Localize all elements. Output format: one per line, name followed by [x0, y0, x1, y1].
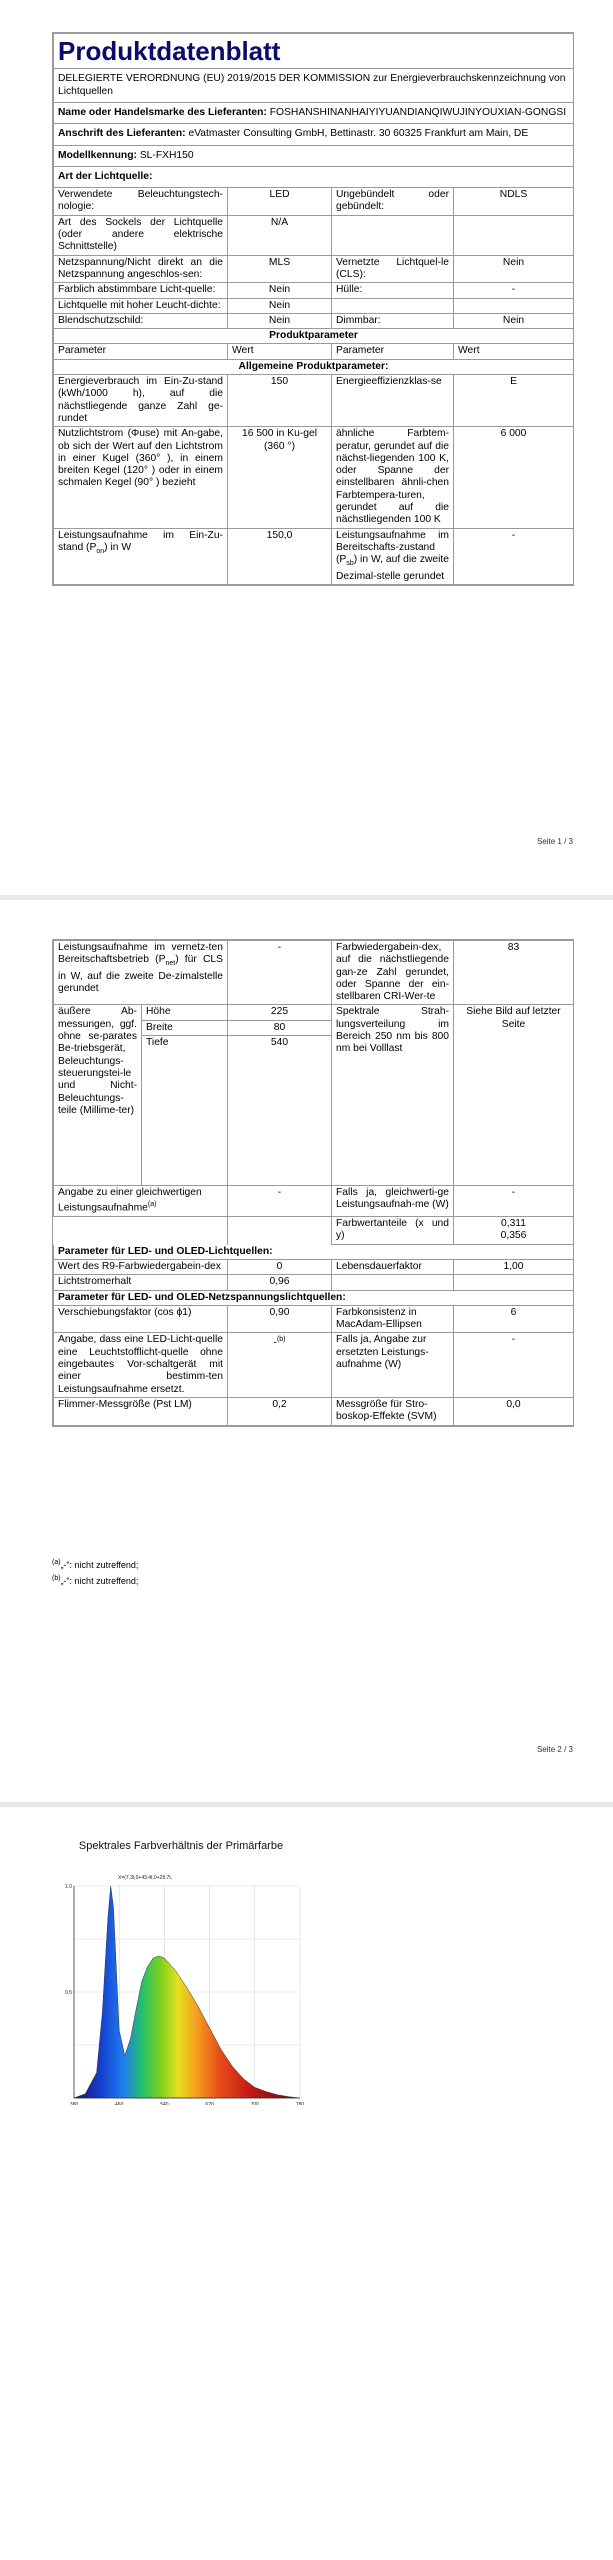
table-row: [54, 1186, 574, 1217]
table-row: [54, 1397, 574, 1425]
model-row: [54, 145, 574, 166]
page-1: [0, 0, 613, 895]
table-row: [54, 1005, 574, 1020]
flicker-label: Flimmer-Messgröße (Pst LM): [54, 1397, 228, 1425]
row-label: Lichtquelle mit hoher Leucht-dichte:: [54, 298, 228, 313]
cri-label: Farbwiedergabein-dex, auf die nächstliegende gan-ze Zahl gerundet, oder Spanne der ein-stellbaren CRI-Wer-te: [332, 941, 454, 1005]
row-label: Energieeffizienzklas-se: [332, 375, 454, 427]
row-label: Hülle:: [332, 283, 454, 298]
table-row: [54, 313, 574, 328]
column-header-row: [54, 344, 574, 359]
replacement-power-label: Falls ja, Angabe zur ersetzten Leistungs-aufnahme (W): [332, 1333, 454, 1397]
lumen-maintenance-value: 0,96: [228, 1275, 332, 1290]
on-mode-power-label: Leistungsaufnahme im Ein-Zu-stand $(P_{on})$ in W: [54, 528, 228, 584]
dimension-name: Breite: [142, 1020, 228, 1035]
supplier-address-label: Anschrift des Lieferanten:: [58, 128, 186, 140]
table-row: [54, 1259, 574, 1274]
table-row: [54, 941, 574, 1005]
row-value: N/A: [228, 215, 332, 255]
page-number: Seite 2 / 3: [536, 1745, 573, 1754]
row-label: Energieverbrauch im Ein-Zu-stand (kWh/1000 h), auf die nächstliegende ganze Zahl ge-rundet: [54, 375, 228, 427]
flicker-value: 0,2: [228, 1397, 332, 1425]
row-value: 16 500 in Ku-gel (360 °): [228, 427, 332, 528]
x-tick-label: 620: [205, 2102, 214, 2105]
page-separator: [0, 1802, 613, 1807]
spectral-plot: [52, 1840, 310, 2105]
net-standby-label: Leistungsaufnahme im vernetz-ten Bereitschaftsbetrieb $(P_{net})$ für CLS in W, auf die zweite De-zimalstelle gerundet: [54, 941, 228, 1005]
equivalent-power-label: Angabe zu einer gleichwertigen Leistungsaufnahme$^{(a)}$: [54, 1186, 228, 1217]
row-value: Nein: [228, 313, 332, 328]
page-2: [0, 905, 613, 1800]
row-value: MLS: [228, 255, 332, 283]
supplier-address: eVatmaster Consulting GmbH, Bettinastr. 30 60325 Frankfurt am Main, DE: [188, 128, 529, 140]
row-label: Ungebündelt oder gebündelt:: [332, 188, 454, 216]
y-tick-label: 1.0: [65, 1884, 72, 1890]
x-tick-label: 460: [115, 2102, 124, 2105]
replacement-label: Angabe, dass eine LED-Licht-quelle eine Leuchtstofflicht-quelle ohne eingebautes Vor-schaltgerät mit einer bestimm-ten Leistungsaufnahme ersetzt.: [54, 1333, 228, 1397]
empty-cell: [54, 1217, 228, 1245]
lumen-maintenance-label: Lichtstromerhalt: [54, 1275, 228, 1290]
cri-value: 83: [454, 941, 574, 1005]
table-row: [54, 215, 574, 255]
table-row: [54, 1333, 574, 1397]
led-params-header: Parameter für LED- und OLED-Lichtquellen:: [54, 1244, 574, 1259]
supplier-name: FOSHANSHINANHAIYIYUANDIANQIWUJINYOUXIAN-GONGSI: [269, 107, 567, 118]
empty-cell: [332, 1275, 454, 1290]
macadam-value: 6: [454, 1305, 574, 1333]
power-factor-label: Verschiebungsfaktor (cos ϕ1): [54, 1305, 228, 1333]
dimensions-label: äußere Ab-messungen, ggf. ohne se-parates Be-triebsgerät, Beleuchtungs-steuerungstei-le und Nicht-Beleuchtungs-teile (Millime-ter): [54, 1005, 142, 1186]
row-value: E: [454, 375, 574, 427]
row-label: Vernetzte Lichtquel-le (CLS):: [332, 255, 454, 283]
table-row: [54, 375, 574, 427]
page-3: [0, 1812, 613, 2560]
row-value: 150: [228, 375, 332, 427]
replacement-value: -$^{(b)}$: [228, 1333, 332, 1397]
table-row: [54, 1275, 574, 1290]
row-value: -: [454, 283, 574, 298]
r9-label: Wert des R9-Farbwiedergabein-dex: [54, 1259, 228, 1274]
spectral-label: Spektrale Strah-lungsverteilung im Bereich 250 nm bis 800 nm bei Volllast: [332, 1005, 454, 1186]
column-header: Wert: [228, 344, 332, 359]
column-header: Parameter: [332, 344, 454, 359]
datasheet-table-page-2: [52, 939, 574, 1427]
lifetime-factor-value: 1,00: [454, 1259, 574, 1274]
column-header: Parameter: [54, 344, 228, 359]
light-source-type-header: Art der Lichtquelle:: [54, 166, 574, 187]
on-mode-power-value: 150,0: [228, 528, 332, 584]
y-tick-label: 0.5: [65, 1990, 72, 1996]
page-number: Seite 1 / 3: [536, 837, 573, 846]
model-label: Modellkennung:: [58, 149, 137, 161]
chromaticity-value: 0,311 0,356: [454, 1217, 574, 1245]
row-label: Verwendete Beleuchtungstech-nologie:: [54, 188, 228, 216]
x-tick-label: 540: [160, 2102, 169, 2105]
table-row: [54, 1217, 574, 1245]
stroboscopic-label: Messgröße für Stro-boskop-Effekte (SVM): [332, 1397, 454, 1425]
supplier-name-label: Name oder Handelsmarke des Lieferanten:: [58, 107, 267, 118]
mains-params-header: Parameter für LED- und OLED-Netzspannungslichtquellen:: [54, 1290, 574, 1305]
power-factor-value: 0,90: [228, 1305, 332, 1333]
row-value: Nein: [454, 255, 574, 283]
standby-power-value: -: [454, 528, 574, 584]
row-label: Blendschutzschild:: [54, 313, 228, 328]
supplier-address-row: [54, 124, 574, 145]
regulation-text: DELEGIERTE VERORDNUNG (EU) 2019/2015 DER KOMMISSION zur Energieverbrauchskennzeichnung von Lichtquellen: [54, 69, 574, 103]
chromaticity-label: Farbwertanteile (x und y): [332, 1217, 454, 1245]
x-tick-label: 780: [295, 2102, 305, 2105]
table-row: [54, 188, 574, 216]
dimension-value: 80: [228, 1020, 332, 1035]
document-title: Produktdatenblatt: [54, 34, 574, 69]
dimension-value: 540: [228, 1036, 332, 1186]
datasheet-table-page-1: [52, 32, 574, 586]
equivalent-power-w-label: Falls ja, gleichwerti-ge Leistungsaufnah-me (W): [332, 1186, 454, 1217]
page-separator: [0, 895, 613, 900]
equivalent-power-w-value: -: [454, 1186, 574, 1217]
spectral-value: Siehe Bild auf letzter Seite: [454, 1005, 574, 1186]
table-row: [54, 255, 574, 283]
row-value: LED: [228, 188, 332, 216]
equivalent-power-value: -: [228, 1186, 332, 1217]
row-label: Nutzlichtstrom (Φuse) mit An-gabe, ob sich der Wert auf den Lichtstrom in einer Kugel (360° ), in einem breiten Kegel (120° ) oder in einem schmalen Kegel (90° ) bezieht: [54, 427, 228, 528]
x-tick-label: 380: [69, 2102, 79, 2105]
chart-legend-text: X=(7.3t,0+43.4t,0+28.7t,: [118, 1875, 173, 1881]
row-value: NDLS: [454, 188, 574, 216]
row-value: 6 000: [454, 427, 574, 528]
table-row: [54, 283, 574, 298]
dimension-name: Tiefe: [142, 1036, 228, 1186]
row-value: [454, 215, 574, 255]
dimension-value: 225: [228, 1005, 332, 1020]
table-row: [54, 427, 574, 528]
row-label: Art des Sockels der Lichtquelle (oder andere elektrische Schnittstelle): [54, 215, 228, 255]
empty-cell: [228, 1217, 332, 1245]
lifetime-factor-label: Lebensdauerfaktor: [332, 1259, 454, 1274]
column-header: Wert: [454, 344, 574, 359]
row-label: [332, 215, 454, 255]
general-params-header: Allgemeine Produktparameter:: [54, 359, 574, 374]
row-value: [454, 298, 574, 313]
macadam-label: Farbkonsistenz in MacAdam-Ellipsen: [332, 1305, 454, 1333]
dimension-name: Höhe: [142, 1005, 228, 1020]
chart-title: Spektrales Farbverhältnis der Primärfarbe: [78, 1840, 284, 1852]
supplier-name-row: [54, 103, 574, 124]
row-value: Nein: [228, 283, 332, 298]
table-row: [54, 298, 574, 313]
footnote-a: $^{(a)}$„-“: nicht zutreffend;: [52, 1559, 139, 1570]
row-label: Dimmbar:: [332, 313, 454, 328]
footnote-b: $^{(b)}$„-“: nicht zutreffend;: [52, 1575, 139, 1586]
product-params-header: Produktparameter: [54, 329, 574, 344]
standby-power-label: Leistungsaufnahme im Bereitschafts-zustand $(P_{sb})$ in W, auf die zweite Dezimal-stelle gerundet: [332, 528, 454, 584]
row-label: Netzspannung/Nicht direkt an die Netzspannung angeschlos-sen:: [54, 255, 228, 283]
row-label: ähnliche Farbtem-peratur, gerundet auf die nächst-liegenden 100 K, oder Spanne der einstellbaren ähnli-chen Farbtempera-turen, gerundet auf die nächstliegenden 100 K: [332, 427, 454, 528]
spectral-chart: [52, 1840, 310, 2105]
model-id: SL-FXH150: [139, 149, 194, 161]
table-row: [54, 528, 574, 584]
row-value: Nein: [228, 298, 332, 313]
r9-value: 0: [228, 1259, 332, 1274]
replacement-power-value: -: [454, 1333, 574, 1397]
table-row: [54, 1305, 574, 1333]
row-label: Farblich abstimmbare Licht-quelle:: [54, 283, 228, 298]
x-tick-label: 700: [250, 2102, 259, 2105]
net-standby-value: -: [228, 941, 332, 1005]
stroboscopic-value: 0,0: [454, 1397, 574, 1425]
empty-cell: [454, 1275, 574, 1290]
row-label: [332, 298, 454, 313]
row-value: Nein: [454, 313, 574, 328]
